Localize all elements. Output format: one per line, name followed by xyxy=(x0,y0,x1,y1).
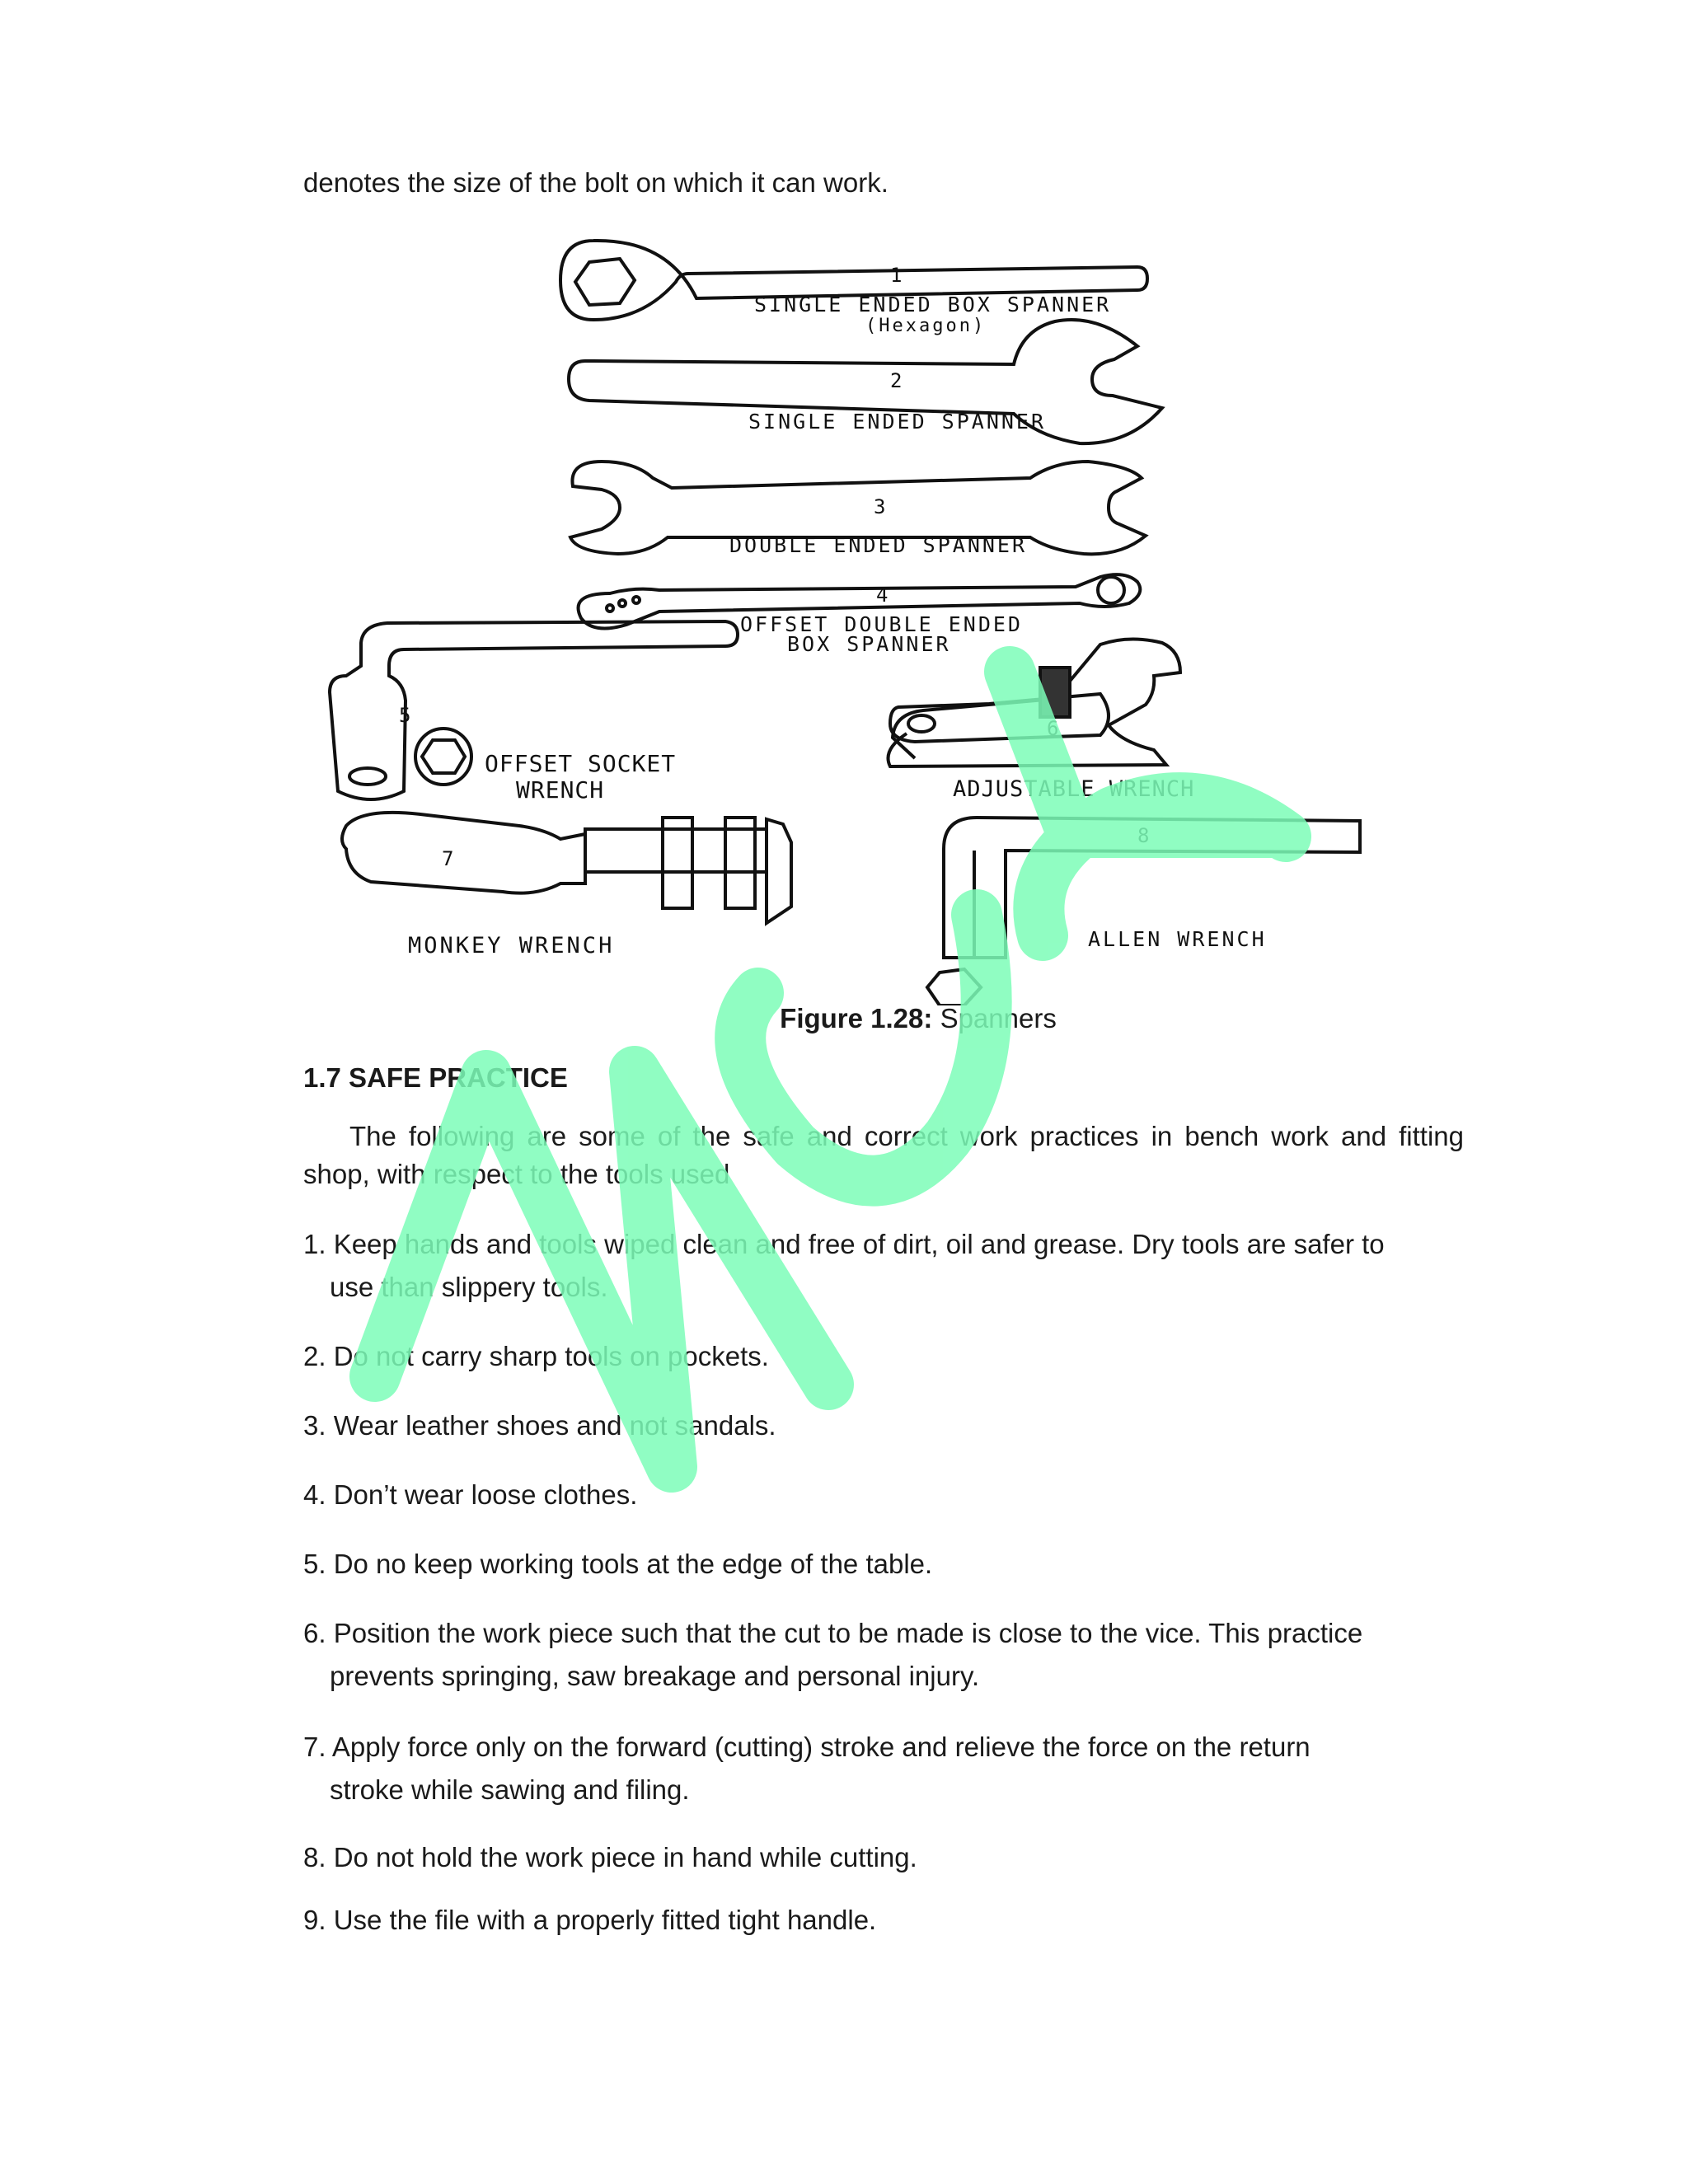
intro-text: denotes the size of the bolt on which it can work. xyxy=(303,167,889,198)
list-item-line: 5. Do no keep working tools at the edge of the table. xyxy=(303,1549,933,1579)
spanners-illustration xyxy=(313,231,1376,1005)
figure-caption xyxy=(0,997,1688,1040)
list-item xyxy=(303,1836,1498,1879)
spanners-figure xyxy=(313,231,1376,1005)
tool-5-drawing xyxy=(330,621,738,804)
tool-4-label: OFFSET DOUBLE ENDED xyxy=(740,612,1023,636)
tool-4-sublabel: BOX SPANNER xyxy=(787,632,951,656)
list-item xyxy=(303,1899,1498,1942)
list-item-line: 3. Wear leather shoes and not sandals. xyxy=(303,1410,776,1441)
tool-3-label: DOUBLE ENDED SPANNER xyxy=(729,533,1028,557)
list-item xyxy=(303,1612,1498,1698)
tool-7-drawing xyxy=(342,813,791,958)
tool-3-drawing xyxy=(570,462,1146,557)
list-item xyxy=(303,1223,1498,1309)
caption-text: Spanners xyxy=(940,1003,1057,1033)
list-item-line: 7. Apply force only on the forward (cutting) stroke and relieve the force on the return xyxy=(303,1732,1311,1762)
tool-5-label: OFFSET SOCKET xyxy=(485,750,677,777)
tool-2-number: 2 xyxy=(890,369,903,392)
list-item-line: 6. Position the work piece such that the cut to be made is close to the vice. This practice xyxy=(303,1618,1363,1648)
tool-1-number: 1 xyxy=(890,264,903,287)
list-item-continuation: use than slippery tools. xyxy=(330,1272,608,1302)
tool-7-number: 7 xyxy=(442,847,454,870)
tool-5-number: 5 xyxy=(399,704,411,727)
list-item-line: 1. Keep hands and tools wiped clean and free of dirt, oil and grease. Dry tools are safer to xyxy=(303,1229,1385,1259)
tool-1-sublabel: (Hexagon) xyxy=(865,316,987,336)
tool-8-number: 8 xyxy=(1137,824,1150,847)
list-item xyxy=(303,1543,1498,1586)
list-item-continuation: stroke while sawing and filing. xyxy=(330,1774,690,1805)
tool-6-number: 6 xyxy=(1047,717,1059,740)
tool-2-drawing xyxy=(569,320,1162,443)
tool-6-drawing xyxy=(889,639,1195,802)
tool-5-sublabel: WRENCH xyxy=(516,776,605,804)
list-item xyxy=(303,1335,1498,1378)
list-item xyxy=(303,1726,1498,1811)
tool-4-number: 4 xyxy=(876,583,889,607)
section-heading: 1.7 SAFE PRACTICE xyxy=(303,1062,568,1093)
list-item-line: 9. Use the file with a properly fitted tight handle. xyxy=(303,1905,877,1935)
tool-8-label: ALLEN WRENCH xyxy=(1088,927,1267,951)
tool-7-label: MONKEY WRENCH xyxy=(408,933,615,958)
list-item-line: 8. Do not hold the work piece in hand while cutting. xyxy=(303,1842,917,1872)
caption-label: Figure 1.28: xyxy=(780,1003,933,1033)
tool-1-label: SINGLE ENDED BOX SPANNER xyxy=(754,293,1112,316)
list-item-line: 4. Don’t wear loose clothes. xyxy=(303,1479,638,1510)
tool-4-drawing xyxy=(579,574,1141,656)
list-item-continuation: prevents springing, saw breakage and personal injury. xyxy=(330,1661,980,1691)
tool-2-label: SINGLE ENDED SPANNER xyxy=(748,410,1047,434)
list-item-line: 2. Do not carry sharp tools on pockets. xyxy=(303,1341,769,1371)
tool-6-label: ADJUSTABLE WRENCH xyxy=(953,776,1195,802)
section-intro: The following are some of the safe and correct work practices in bench work and fitting shop, with respect to the tools used xyxy=(303,1121,1464,1189)
list-item xyxy=(303,1474,1498,1516)
tool-8-drawing xyxy=(927,818,1360,1005)
tool-3-number: 3 xyxy=(874,495,886,518)
list-item xyxy=(303,1404,1498,1447)
